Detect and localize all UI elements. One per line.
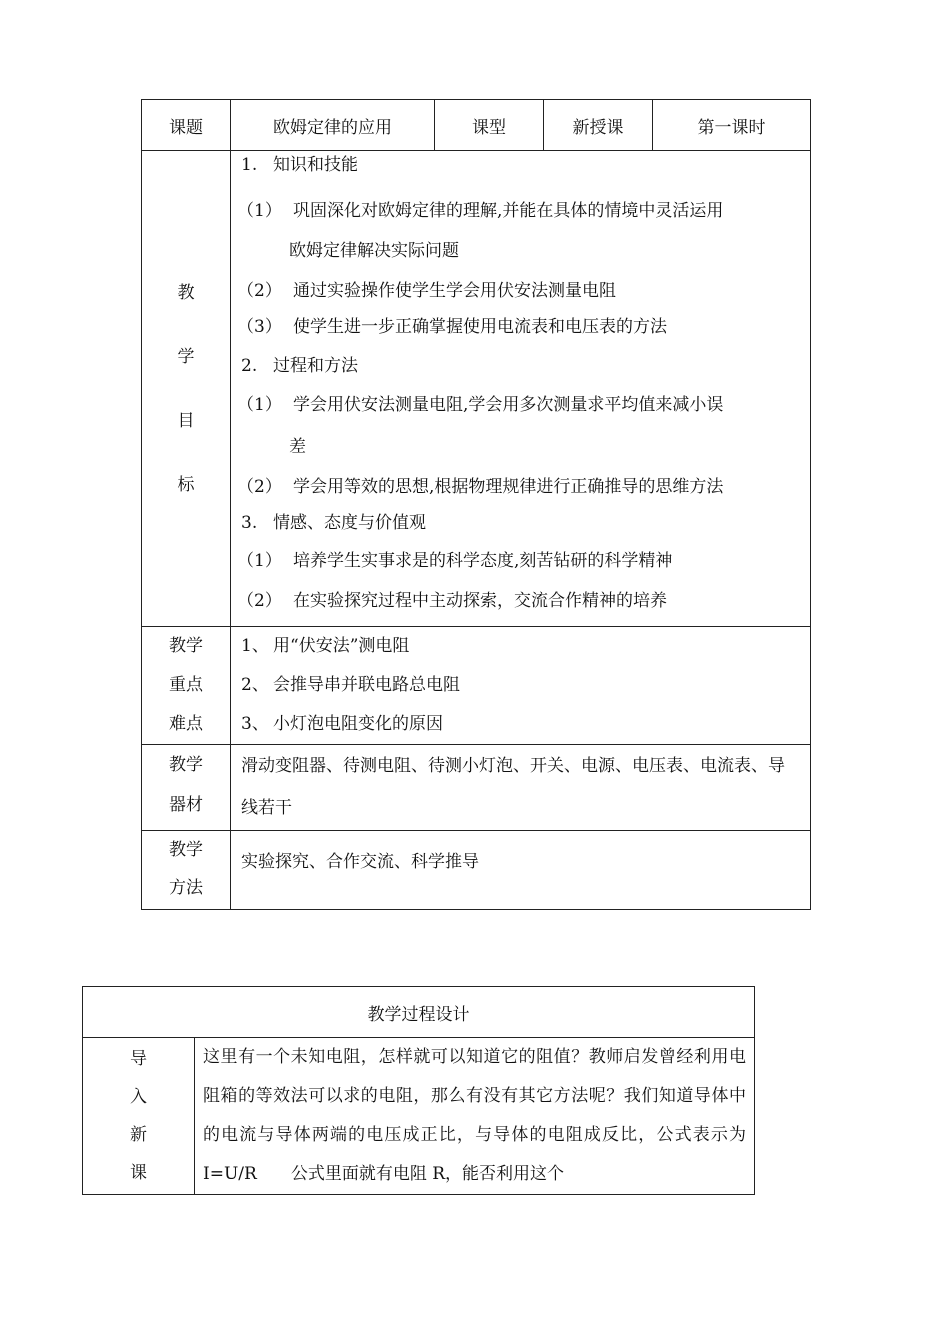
- materials-content: [231, 745, 811, 831]
- materials-row: [142, 745, 811, 831]
- key-points-label: 教学 重点 难点: [142, 627, 231, 745]
- objectives-label: 教 学 目 标: [142, 151, 231, 627]
- key-point-item: 1、 用“伏安法”测电阻: [241, 636, 410, 656]
- section-heading: 1. 知识和技能: [241, 155, 358, 175]
- methods-text: 实验探究、合作交流、科学推导: [241, 852, 479, 872]
- period-value: 第一课时: [653, 100, 811, 151]
- process-title: 教学过程设计: [83, 987, 755, 1038]
- objective-item: （1） 巩固深化对欧姆定律的理解,并能在具体的情境中灵活运用: [237, 201, 724, 221]
- objective-item: （1） 培养学生实事求是的科学态度,刻苦钻研的科学精神: [237, 551, 673, 571]
- topic-label: 课题: [142, 100, 231, 151]
- topic-value: 欧姆定律的应用: [231, 100, 435, 151]
- methods-content: [231, 831, 811, 910]
- key-point-item: 2、 会推导串并联电路总电阻: [241, 675, 460, 695]
- objective-item: （2） 学会用等效的思想,根据物理规律进行正确推导的思维方法: [237, 477, 724, 497]
- objective-item: （2） 通过实验操作使学生学会用伏安法测量电阻: [237, 281, 616, 301]
- process-title-row: [83, 987, 755, 1038]
- intro-row: [83, 1038, 755, 1195]
- objective-item-continued: 差: [289, 437, 306, 457]
- materials-text: 滑动变阻器、待测电阻、待测小灯泡、开关、电源、电压表、电流表、导线若干: [241, 756, 785, 818]
- materials-label: 教学 器材: [142, 745, 231, 831]
- key-points-content: [231, 627, 811, 745]
- key-point-item: 3、 小灯泡电阻变化的原因: [241, 714, 443, 734]
- objectives-row: [142, 151, 811, 627]
- section-heading: 2. 过程和方法: [241, 356, 358, 376]
- methods-label: 教学 方法: [142, 831, 231, 910]
- type-label: 课型: [435, 100, 544, 151]
- objectives-content: [231, 151, 811, 627]
- intro-label: 导 入 新 课: [83, 1038, 195, 1195]
- section-heading: 3. 情感、态度与价值观: [241, 513, 426, 533]
- process-design-table: [82, 986, 755, 1195]
- header-row: [142, 100, 811, 151]
- objective-item: （3） 使学生进一步正确掌握使用电流表和电压表的方法: [237, 317, 667, 337]
- objective-item: （2） 在实验探究过程中主动探索，交流合作精神的培养: [237, 591, 667, 611]
- objective-item-continued: 欧姆定律解决实际问题: [289, 241, 459, 261]
- intro-text: 这里有一个未知电阻，怎样就可以知道它的阻值？教师启发曾经利用电阻箱的等效法可以求的电阻，那么有没有其它方法呢？我们知道导体中的电流与导体两端的电压成正比，与导体的电阻成反比，公式表示为 I=U/R 公式里面就有电阻 R，能否利用这个: [195, 1038, 755, 1195]
- objective-item: （1） 学会用伏安法测量电阻,学会用多次测量求平均值来减小误: [237, 395, 724, 415]
- lesson-info-table: [141, 99, 811, 910]
- key-points-row: [142, 627, 811, 745]
- methods-row: [142, 831, 811, 910]
- type-value: 新授课: [544, 100, 653, 151]
